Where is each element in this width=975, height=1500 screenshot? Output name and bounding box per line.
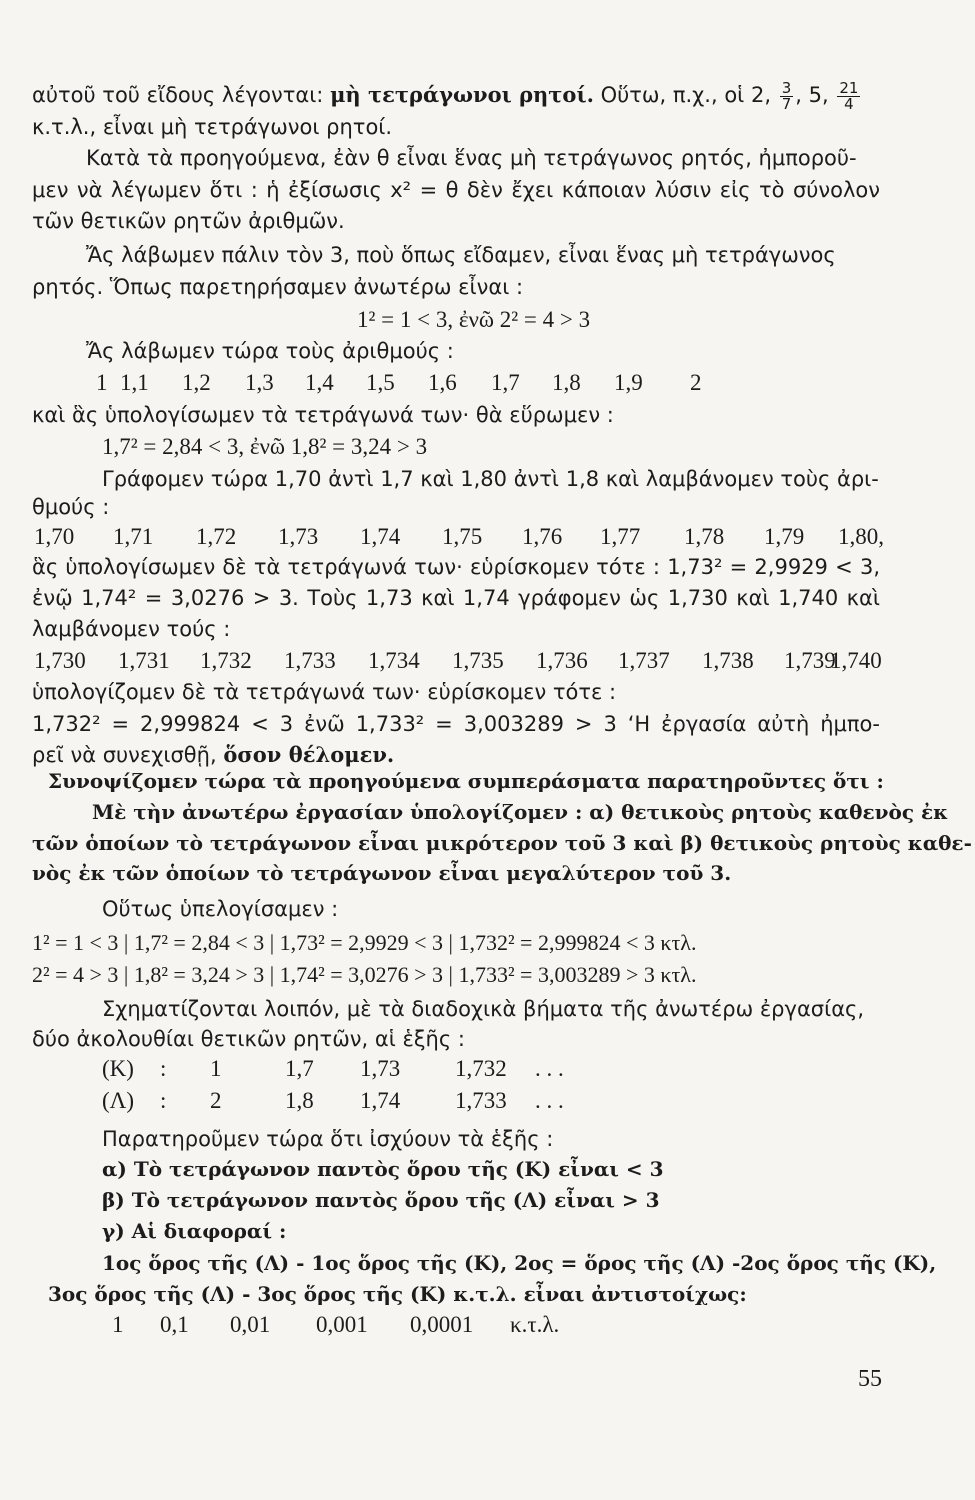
formula-line: 1,7² = 2,84 < 3, ἐνῶ 1,8² = 3,24 > 3 (102, 434, 428, 459)
number-cell: 1,1 (120, 370, 149, 395)
number-cell: 1,7 (491, 370, 520, 395)
number-cell: 1,730 (34, 648, 86, 673)
number-cell: 1,731 (118, 648, 170, 673)
number-cell: 0,1 (160, 1312, 189, 1337)
number-cell: 0,01 (230, 1312, 271, 1337)
sequence-term: 1,74 (360, 1088, 401, 1113)
text-line: ὑπολογίζομεν δὲ τὰ τετράγωνά των· εὑρίσκομεν τότε : (32, 680, 617, 704)
number-cell: 0,0001 (410, 1312, 474, 1337)
text-line: μεν νὰ λέγωμεν ὅτι : ἡ ἐξίσωσις x² = θ δὲν ἔχει κάποιαν λύσιν εἰς τὸ σύνολον (32, 178, 880, 202)
text-line: Σχηματίζονται λοιπόν, μὲ τὰ διαδοχικὰ βήματα τῆς ἀνωτέρω ἐργασίας, (102, 997, 865, 1021)
number-cell: 1,739 (784, 648, 836, 673)
sequence-term: 1,8 (285, 1088, 314, 1113)
text-line: Παρατηροῦμεν τώρα ὅτι ἰσχύουν τὰ ἑξῆς : (102, 1127, 554, 1151)
number-cell: 1,732 (200, 648, 252, 673)
text-line (32, 80, 862, 112)
number-cell: 1,735 (452, 648, 504, 673)
number-cell: 1,6 (428, 370, 457, 395)
sequence-term: 2 (210, 1088, 222, 1113)
number-cell: 1,79 (764, 524, 805, 549)
bold-term: ὅσον θέλομεν. (223, 742, 395, 767)
text-line: Οὕτως ὑπελογίσαμεν : (102, 897, 339, 921)
text-line: Ἄς λάβωμεν τώρα τοὺς ἀριθμούς : (86, 339, 454, 363)
number-cell: 1,73 (278, 524, 319, 549)
sequence-term: (Κ) (102, 1056, 134, 1081)
differences-row (0, 1310, 975, 1340)
text-line: Ἄς λάβωμεν πάλιν τὸν 3, ποὺ ὅπως εἴδαμεν, εἶναι ἕνας μὴ τετράγωνος (86, 243, 836, 267)
number-cell: 1,9 (614, 370, 643, 395)
text-line: Κατὰ τὰ προηγούμενα, ἐὰν θ εἶναι ἕνας μὴ τετράγωνος ρητός, ἠμποροῦ- (86, 146, 857, 170)
formula-line: 1² = 1 < 3 | 1,7² = 2,84 < 3 | 1,73² = 2,9929 < 3 | 1,732² = 2,999824 < 3 κτλ. (32, 930, 697, 955)
sequence-term: (Λ) (102, 1088, 134, 1113)
sequence-term: 1 (210, 1056, 222, 1081)
number-row (0, 522, 975, 552)
number-cell: 2 (690, 370, 702, 395)
sequence-l (0, 1086, 975, 1116)
number-cell: 1,74 (360, 524, 401, 549)
bold-line: 3ος ὅρος τῆς (Λ) - 3ος ὅρος τῆς (Κ) κ.τ.λ. εἶναι ἀντιστοίχως: (48, 1282, 747, 1306)
number-cell: 1,8 (552, 370, 581, 395)
number-cell: 1,71 (113, 524, 154, 549)
sequence-term: 1,7 (285, 1056, 314, 1081)
text-span: αὐτοῦ τοῦ εἴδους λέγονται: (32, 83, 331, 107)
number-cell: 1,70 (34, 524, 75, 549)
text-span: ρεῖ νὰ συνεχισθῇ, (32, 743, 224, 767)
bold-line: νὸς ἐκ τῶν ὁποίων τὸ τετράγωνον εἶναι μεγαλύτερον τοῦ 3. (32, 861, 732, 885)
text-line: τῶν θετικῶν ρητῶν ἀριθμῶν. (32, 209, 345, 233)
text-line: ἐνῷ 1,74² = 3,0276 > 3. Τοὺς 1,73 καὶ 1,74 γράφομεν ὡς 1,730 καὶ 1,740 καὶ (32, 586, 880, 610)
bold-line: 1ος ὅρος τῆς (Λ) - 1ος ὅρος τῆς (Κ), 2ος = ὅρος τῆς (Λ) -2ος ὅρος τῆς (Κ), (102, 1251, 937, 1275)
numerator: 21 (839, 78, 859, 97)
text-line: δύο ἀκολουθίαι θετικῶν ρητῶν, αἱ ἑξῆς : (32, 1027, 465, 1051)
number-cell: 1,738 (702, 648, 754, 673)
bold-line: α) Τὸ τετράγωνον παντὸς ὅρου τῆς (Κ) εἶναι < 3 (102, 1157, 664, 1181)
number-cell: 1,78 (684, 524, 725, 549)
number-cell: 1,734 (368, 648, 420, 673)
number-row (0, 368, 975, 398)
text-line: λαμβάνομεν τούς : (32, 617, 231, 641)
summary-heading: Συνοψίζομεν τώρα τὰ προηγούμενα συμπεράσματα παρατηροῦντες ὅτι : (48, 769, 884, 793)
denominator: 7 (781, 94, 792, 113)
number-cell: 1,72 (196, 524, 237, 549)
sequence-term: 1,733 (455, 1088, 507, 1113)
page-number: 55 (858, 1366, 882, 1392)
text-line: θμούς : (32, 495, 110, 519)
bold-line: τῶν ὁποίων τὸ τετράγωνον εἶναι μικρότερον τοῦ 3 καὶ β) θετικοὺς ρητοὺς καθε- (32, 831, 972, 855)
text-line: ρητός. Ὅπως παρετηρήσαμεν ἀνωτέρω εἶναι : (32, 275, 524, 299)
formula-line: 2² = 4 > 3 | 1,8² = 3,24 > 3 | 1,74² = 3,0276 > 3 | 1,733² = 3,003289 > 3 κτλ. (32, 962, 697, 987)
denominator: 4 (844, 94, 854, 113)
text-span: , 5, (795, 83, 829, 107)
text-span: Οὕτω, π.χ., οἱ 2, (593, 83, 771, 107)
fraction-3-7 (780, 78, 794, 113)
number-cell: 1,733 (284, 648, 336, 673)
text-line: κ.τ.λ., εἶναι μὴ τετράγωνοι ρητοί. (32, 115, 393, 139)
bold-line: Μὲ τὴν ἀνωτέρω ἐργασίαν ὑπολογίζομεν : α) θετικοὺς ρητοὺς καθενὸς ἐκ (92, 800, 949, 824)
text-line: καὶ ἃς ὑπολογίσωμεν τὰ τετράγωνά των· θὰ εὕρωμεν : (32, 403, 614, 427)
number-cell: 1,77 (600, 524, 641, 549)
number-cell: 1,736 (536, 648, 588, 673)
numerator: 3 (781, 78, 792, 97)
number-cell: 1,76 (522, 524, 563, 549)
formula-line: 1² = 1 < 3, ἐνῶ 2² = 4 > 3 (357, 307, 591, 332)
number-cell: 1,3 (245, 370, 274, 395)
number-cell: 1,737 (618, 648, 670, 673)
bold-term: μὴ τετράγωνοι ρητοί. (330, 82, 594, 107)
fraction-21-4 (837, 78, 860, 113)
text-line: 1,732² = 2,999824 < 3 ἐνῶ 1,733² = 3,003289 > 3 ‘Η ἐργασία αὐτὴ ἠμπο- (32, 712, 880, 736)
number-cell: 1,75 (442, 524, 483, 549)
sequence-term: . . . (535, 1088, 564, 1113)
number-cell: 1,5 (366, 370, 395, 395)
text-line: Γράφομεν τώρα 1,70 ἀντὶ 1,7 καὶ 1,80 ἀντὶ 1,8 καὶ λαμβάνομεν τοὺς ἀρι- (102, 467, 879, 491)
number-cell: 1 (96, 370, 108, 395)
sequence-k (0, 1054, 975, 1084)
text-line: ἃς ὑπολογίσωμεν δὲ τὰ τετράγωνά των· εὑρίσκομεν τότε : 1,73² = 2,9929 < 3, (32, 555, 880, 579)
number-cell: κ.τ.λ. (510, 1312, 560, 1337)
number-row (0, 646, 975, 676)
sequence-term: : (160, 1088, 167, 1113)
number-cell: 1 (112, 1312, 124, 1337)
number-cell: 1,80, (838, 524, 884, 549)
sequence-term: . . . (535, 1056, 564, 1081)
number-cell: 0,001 (316, 1312, 368, 1337)
sequence-term: 1,73 (360, 1056, 401, 1081)
bold-line: β) Τὸ τετράγωνον παντὸς ὅρου τῆς (Λ) εἶναι > 3 (102, 1188, 660, 1212)
bold-line: γ) Αἱ διαφοραί : (102, 1219, 287, 1243)
sequence-term: 1,732 (455, 1056, 507, 1081)
number-cell: 1,2 (182, 370, 211, 395)
sequence-term: : (160, 1056, 167, 1081)
number-cell: 1,740 (830, 648, 882, 673)
number-cell: 1,4 (305, 370, 334, 395)
